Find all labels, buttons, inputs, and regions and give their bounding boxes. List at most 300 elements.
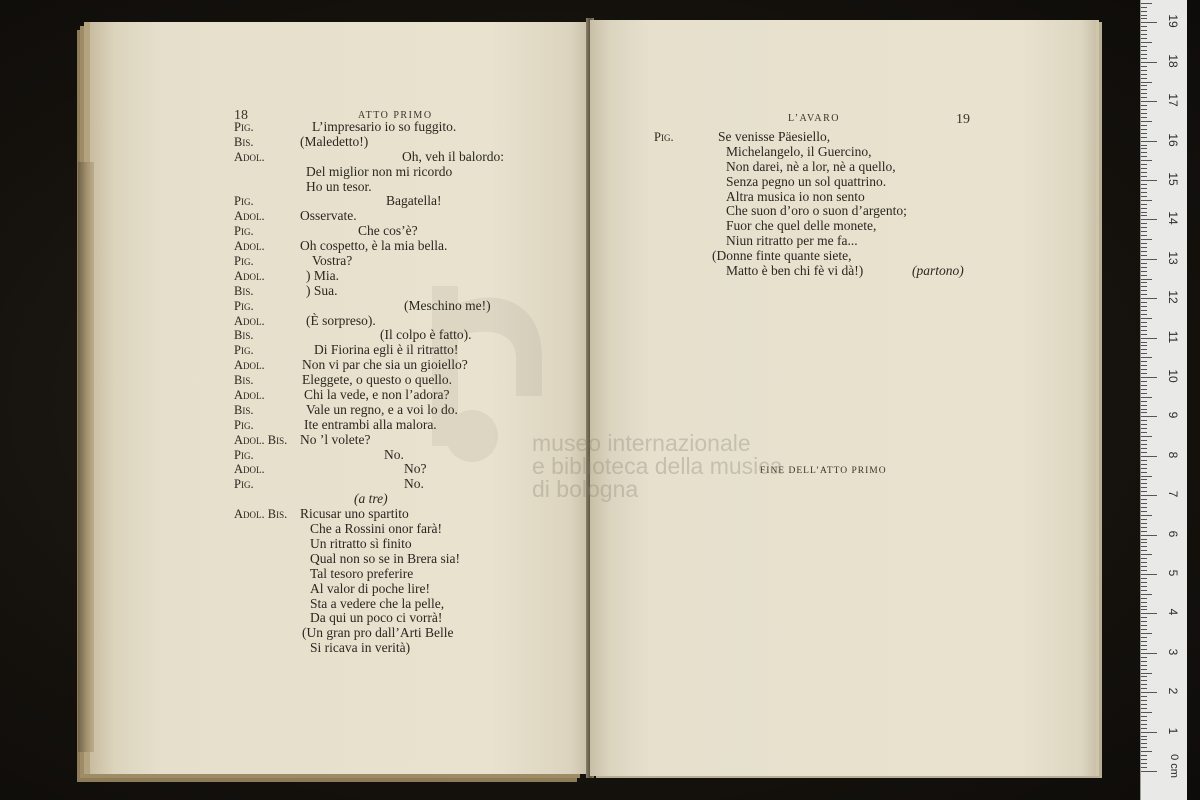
ruler-tick xyxy=(1141,223,1147,224)
ruler-tick xyxy=(1141,227,1147,228)
ruler-tick xyxy=(1141,479,1147,480)
ruler-tick xyxy=(1141,263,1147,264)
ruler-tick xyxy=(1141,491,1147,492)
ruler-tick xyxy=(1141,523,1147,524)
ruler-tick xyxy=(1141,7,1147,8)
speaker-label: Bis. xyxy=(234,328,254,343)
ruler-tick xyxy=(1141,255,1147,256)
ruler-number: 17 xyxy=(1166,93,1180,107)
ruler-tick xyxy=(1141,401,1147,402)
ruler-tick xyxy=(1141,594,1152,595)
line-text: ) Sua. xyxy=(306,282,338,298)
ruler-number: 3 xyxy=(1166,648,1180,656)
line-text: (Donne finte quante siete, xyxy=(712,248,852,264)
line-text: No? xyxy=(404,461,427,477)
ruler-number: 19 xyxy=(1166,14,1180,29)
ruler-tick xyxy=(1141,661,1147,662)
speaker-label: Pig. xyxy=(234,447,254,462)
ruler-tick xyxy=(1141,54,1147,55)
ruler-number: 16 xyxy=(1166,132,1180,147)
speaker-label: Bis. xyxy=(234,283,254,298)
speaker-label: Bis. xyxy=(234,402,254,417)
ruler-tick xyxy=(1141,602,1147,603)
line-text: Chi la vede, e non l’adora? xyxy=(304,387,450,403)
watermark-line-1: museo internazionale xyxy=(532,430,751,456)
ruler-tick xyxy=(1141,361,1147,362)
ruler-tick xyxy=(1141,334,1147,335)
line-text: Sta a vedere che la pelle, xyxy=(310,595,445,611)
ruler-tick xyxy=(1141,62,1157,63)
speaker-label: Adol. Bis. xyxy=(234,507,288,522)
line-text: Ite entrambi alla malora. xyxy=(304,416,437,432)
ruler-tick xyxy=(1141,771,1157,772)
ruler-tick xyxy=(1141,420,1147,421)
stage-direction: (partono) xyxy=(912,263,964,279)
ruler-tick xyxy=(1141,66,1147,67)
ruler-tick xyxy=(1141,208,1147,209)
ruler-tick xyxy=(1141,405,1147,406)
line-text: Senza pegno un sol quattrino. xyxy=(726,173,887,189)
line-text: (È sorpreso). xyxy=(306,312,376,328)
ruler-tick xyxy=(1141,653,1157,654)
ruler-tick xyxy=(1141,657,1147,658)
ruler-tick xyxy=(1141,680,1147,681)
ruler-tick xyxy=(1141,736,1147,737)
ruler-tick xyxy=(1141,613,1157,614)
ruler-tick xyxy=(1141,212,1147,213)
ruler-tick xyxy=(1141,349,1147,350)
ruler-tick xyxy=(1141,476,1152,477)
line-text: Michelangelo, il Guercino, xyxy=(726,143,872,159)
ruler-tick xyxy=(1141,755,1147,756)
speaker-label: Bis. xyxy=(234,373,254,388)
left-running-head: ATTO PRIMO xyxy=(358,110,433,121)
ruler-tick xyxy=(1141,676,1147,677)
ruler-tick xyxy=(1141,704,1147,705)
ruler-tick xyxy=(1141,665,1147,666)
ruler-tick xyxy=(1141,759,1147,760)
line-text: Qual non so se in Brera sia! xyxy=(310,550,460,566)
right-running-head: L’AVARO xyxy=(788,113,840,124)
ruler-tick xyxy=(1141,468,1147,469)
ruler-tick xyxy=(1141,684,1147,685)
ruler-tick xyxy=(1141,342,1147,343)
ruler-tick xyxy=(1141,196,1147,197)
ruler-tick xyxy=(1141,26,1147,27)
speaker-label: Adol. xyxy=(234,209,265,224)
ruler-tick xyxy=(1141,18,1147,19)
ruler-tick xyxy=(1141,200,1152,201)
ruler-tick xyxy=(1141,133,1147,134)
watermark-line-2: e biblioteca della musica xyxy=(532,453,783,479)
ruler-tick xyxy=(1141,440,1147,441)
ruler-number: 2 xyxy=(1166,687,1180,695)
ruler-tick xyxy=(1141,700,1147,701)
line-text: Osservate. xyxy=(300,208,357,224)
ruler-tick xyxy=(1141,456,1157,457)
ruler-tick xyxy=(1141,298,1157,299)
ruler-tick xyxy=(1141,688,1147,689)
line-text: Niun ritratto per me fa... xyxy=(726,233,858,249)
ruler-tick xyxy=(1141,3,1152,4)
line-text: Che suon d’oro o suon d’argento; xyxy=(726,203,907,219)
ruler-tick xyxy=(1141,322,1147,323)
ruler-tick xyxy=(1141,121,1152,122)
ruler-tick xyxy=(1141,416,1157,417)
ruler-tick xyxy=(1141,554,1152,555)
ruler-tick xyxy=(1141,326,1147,327)
ruler-tick xyxy=(1141,578,1147,579)
ruler-tick xyxy=(1141,369,1147,370)
speaker-label: Adol. xyxy=(234,268,265,283)
ruler-tick xyxy=(1141,412,1147,413)
ruler-tick xyxy=(1141,286,1147,287)
ruler-tick xyxy=(1141,724,1147,725)
ruler-tick xyxy=(1141,373,1147,374)
ruler-tick xyxy=(1141,251,1147,252)
ruler-tick xyxy=(1141,271,1147,272)
ruler-tick xyxy=(1141,180,1157,181)
ruler-tick xyxy=(1141,385,1147,386)
ruler-tick xyxy=(1141,89,1147,90)
line-text: Un ritratto sì finito xyxy=(310,535,412,551)
ruler-tick xyxy=(1141,184,1147,185)
ruler-tick xyxy=(1141,30,1147,31)
ruler-tick xyxy=(1141,637,1147,638)
ruler-tick xyxy=(1141,302,1147,303)
ruler-tick xyxy=(1141,460,1147,461)
ruler-tick xyxy=(1141,732,1157,733)
line-text: (Il colpo è fatto). xyxy=(380,327,472,343)
line-text: Di Fiorina egli è il ritratto! xyxy=(314,342,459,358)
ruler-tick xyxy=(1141,550,1147,551)
measuring-ruler xyxy=(1140,0,1187,800)
ruler-tick xyxy=(1141,606,1147,607)
line-text: (Maledetto!) xyxy=(300,133,369,149)
ruler-tick xyxy=(1141,515,1152,516)
ruler-tick xyxy=(1141,590,1147,591)
line-text: Eleggete, o questo o quello. xyxy=(302,372,452,388)
speaker-label: Pig. xyxy=(234,298,254,313)
speaker-label: Adol. xyxy=(234,358,265,373)
speaker-label: Pig. xyxy=(234,417,254,432)
ruler-tick xyxy=(1141,649,1147,650)
ruler-number: 18 xyxy=(1166,54,1180,68)
line-text: Del miglior non mi ricordo xyxy=(306,163,453,179)
ruler-tick xyxy=(1141,239,1152,240)
ruler-tick xyxy=(1141,495,1157,496)
line-text: Oh cospetto, è la mia bella. xyxy=(300,238,448,254)
ruler-tick xyxy=(1141,294,1147,295)
ruler-tick xyxy=(1141,168,1147,169)
ruler-number: 13 xyxy=(1166,251,1180,265)
line-text: Altra musica io non sento xyxy=(726,188,865,204)
ruler-tick xyxy=(1141,259,1157,260)
speaker-label: Adol. xyxy=(234,149,265,164)
line-text: (a tre) xyxy=(354,491,388,507)
ruler-tick xyxy=(1141,215,1147,216)
speaker-label: Adol. xyxy=(234,239,265,254)
ruler-tick xyxy=(1141,472,1147,473)
speaker-label: Pig. xyxy=(654,130,674,144)
ruler-tick xyxy=(1141,235,1147,236)
ruler-tick xyxy=(1141,464,1147,465)
ruler-tick xyxy=(1141,728,1147,729)
ruler-tick xyxy=(1141,282,1147,283)
ruler-tick xyxy=(1141,531,1147,532)
ruler-tick xyxy=(1141,586,1147,587)
line-text: No. xyxy=(404,476,424,492)
ruler-tick xyxy=(1141,452,1147,453)
line-text: ) Mia. xyxy=(306,267,339,283)
line-text: Al valor di poche lire! xyxy=(310,580,430,596)
ruler-tick xyxy=(1141,743,1147,744)
ruler-tick xyxy=(1141,117,1147,118)
ruler-tick xyxy=(1141,483,1147,484)
ruler-tick xyxy=(1141,318,1152,319)
line-text: Ho un tesor. xyxy=(306,178,372,194)
ruler-tick xyxy=(1141,338,1157,339)
ruler-tick xyxy=(1141,692,1157,693)
line-text: Oh, veh il balordo: xyxy=(402,148,504,164)
ruler-tick xyxy=(1141,424,1147,425)
ruler-tick xyxy=(1141,393,1147,394)
speaker-label: Adol. xyxy=(234,388,265,403)
ruler-tick xyxy=(1141,156,1147,157)
right-page xyxy=(590,20,1096,776)
ruler-tick xyxy=(1141,535,1157,536)
ruler-tick xyxy=(1141,70,1147,71)
line-text: Matto è ben chi fè vi dà!) xyxy=(726,263,864,279)
ruler-tick xyxy=(1141,763,1147,764)
line-text: (Un gran pro dall’Arti Belle xyxy=(302,625,454,641)
ruler-tick xyxy=(1141,188,1147,189)
ruler-tick xyxy=(1141,353,1147,354)
ruler-tick xyxy=(1141,97,1147,98)
ruler-tick xyxy=(1141,377,1157,378)
ruler-tick xyxy=(1141,621,1147,622)
ruler-tick xyxy=(1141,11,1147,12)
ruler-tick xyxy=(1141,673,1152,674)
ruler-tick xyxy=(1141,290,1147,291)
ruler-tick xyxy=(1141,243,1147,244)
ruler-tick xyxy=(1141,558,1147,559)
ruler-tick xyxy=(1141,669,1147,670)
ruler-tick xyxy=(1141,365,1147,366)
ruler-tick xyxy=(1141,598,1147,599)
ruler-tick xyxy=(1141,129,1147,130)
line-text: Ricusar uno spartito xyxy=(300,506,409,522)
ruler-tick xyxy=(1141,145,1147,146)
ruler-tick xyxy=(1141,542,1147,543)
ruler-tick xyxy=(1141,310,1147,311)
speaker-label: Bis. xyxy=(234,134,254,149)
line-text: Non darei, nè a lor, nè a quello, xyxy=(726,158,896,174)
ruler-tick xyxy=(1141,436,1152,437)
ruler-tick xyxy=(1141,58,1147,59)
ruler-tick xyxy=(1141,574,1157,575)
ruler-tick xyxy=(1141,231,1147,232)
ruler-tick xyxy=(1141,487,1147,488)
ruler-tick xyxy=(1141,645,1147,646)
ruler-tick xyxy=(1141,148,1147,149)
ruler-tick xyxy=(1141,192,1147,193)
ruler-tick xyxy=(1141,499,1147,500)
line-text: Vale un regno, e a voi lo do. xyxy=(306,401,458,417)
ruler-tick xyxy=(1141,720,1147,721)
ruler-tick xyxy=(1141,306,1147,307)
ruler-tick xyxy=(1141,125,1147,126)
speaker-label: Adol. xyxy=(234,462,265,477)
ruler-tick xyxy=(1141,582,1147,583)
ruler-tick xyxy=(1141,172,1147,173)
ruler-tick xyxy=(1141,46,1147,47)
line-text: (Meschino me!) xyxy=(404,297,491,313)
line-text: No. xyxy=(384,446,404,462)
ruler-tick xyxy=(1141,93,1147,94)
ruler-tick xyxy=(1141,267,1147,268)
end-of-act-note: FINE DELL’ATTO PRIMO xyxy=(760,466,887,476)
ruler-tick xyxy=(1141,85,1147,86)
ruler-tick xyxy=(1141,546,1147,547)
ruler-tick xyxy=(1141,448,1147,449)
ruler-tick xyxy=(1141,42,1152,43)
ruler-tick xyxy=(1141,247,1147,248)
line-text: Fuor che quel delle monete, xyxy=(726,218,877,234)
speaker-label: Pig. xyxy=(234,477,254,492)
line-text: Si ricava in verità) xyxy=(310,640,411,656)
ruler-tick xyxy=(1141,739,1147,740)
speaker-label: Pig. xyxy=(234,194,254,209)
ruler-tick xyxy=(1141,708,1147,709)
ruler-tick xyxy=(1141,625,1147,626)
ruler-tick xyxy=(1141,716,1147,717)
ruler-tick xyxy=(1141,279,1152,280)
ruler-tick xyxy=(1141,15,1147,16)
open-book xyxy=(78,12,1098,772)
ruler-tick xyxy=(1141,50,1147,51)
ruler-tick xyxy=(1141,22,1157,23)
ruler-tick xyxy=(1141,503,1147,504)
line-text: Se venisse Päesiello, xyxy=(718,129,831,144)
ruler-tick xyxy=(1141,38,1147,39)
line-text: Che a Rossini onor farà! xyxy=(310,521,442,537)
ruler-tick xyxy=(1141,641,1147,642)
worn-page-edges xyxy=(78,162,94,752)
ruler-number: 4 xyxy=(1166,609,1180,616)
ruler-tick xyxy=(1141,767,1147,768)
ruler-tick xyxy=(1141,78,1147,79)
ruler-number: 8 xyxy=(1166,451,1180,459)
ruler-tick xyxy=(1141,381,1147,382)
speaker-label: Adol. xyxy=(234,313,265,328)
ruler-tick xyxy=(1141,330,1147,331)
ruler-tick xyxy=(1141,275,1147,276)
ruler-tick xyxy=(1141,409,1147,410)
ruler-tick xyxy=(1141,511,1147,512)
ruler-tick xyxy=(1141,82,1152,83)
ruler-tick xyxy=(1141,539,1147,540)
ruler-tick xyxy=(1141,204,1147,205)
line-text: Vostra? xyxy=(312,253,353,269)
ruler-tick xyxy=(1141,74,1147,75)
ruler-tick xyxy=(1141,696,1147,697)
ruler-tick xyxy=(1141,428,1147,429)
ruler-tick xyxy=(1141,34,1147,35)
ruler-tick xyxy=(1141,562,1147,563)
line-text: L’impresario io so fuggito. xyxy=(312,119,457,134)
line-text: Tal tesoro preferire xyxy=(310,565,414,581)
line-text: Bagatella! xyxy=(386,193,442,209)
ruler-tick xyxy=(1141,105,1147,106)
ruler-tick xyxy=(1141,432,1147,433)
ruler-number: 5 xyxy=(1166,569,1180,577)
ruler-tick xyxy=(1141,444,1147,445)
ruler-tick xyxy=(1141,609,1147,610)
ruler-tick xyxy=(1141,507,1147,508)
ruler-tick xyxy=(1141,101,1157,102)
ruler-tick xyxy=(1141,747,1147,748)
left-page-number: 18 xyxy=(234,108,248,123)
ruler-tick xyxy=(1141,389,1147,390)
ruler-tick xyxy=(1141,397,1152,398)
ruler-unit-label: 0 cm xyxy=(1167,754,1180,778)
ruler-tick xyxy=(1141,633,1152,634)
ruler-tick xyxy=(1141,566,1147,567)
ruler-tick xyxy=(1141,629,1147,630)
ruler-tick xyxy=(1141,519,1147,520)
line-text: Da qui un poco ci vorrà! xyxy=(310,610,443,626)
ruler-number: 1 xyxy=(1166,727,1180,734)
ruler-tick xyxy=(1141,570,1147,571)
speaker-label: Adol. Bis. xyxy=(234,432,288,447)
ruler-number: 14 xyxy=(1166,211,1180,226)
ruler-tick xyxy=(1141,219,1157,220)
ruler-number: 15 xyxy=(1166,172,1180,186)
ruler-tick xyxy=(1141,527,1147,528)
line-text: Che cos’è? xyxy=(358,223,418,239)
line-text: No ’l volete? xyxy=(300,431,371,447)
ruler-tick xyxy=(1141,357,1152,358)
ruler-tick xyxy=(1141,345,1147,346)
watermark-line-3: di bologna xyxy=(532,476,639,502)
speaker-label: Pig. xyxy=(234,120,254,134)
ruler-tick xyxy=(1141,176,1147,177)
left-page xyxy=(90,22,590,774)
ruler-tick xyxy=(1141,113,1147,114)
ruler-number: 7 xyxy=(1166,490,1180,498)
ruler-tick xyxy=(1141,160,1152,161)
speaker-label: Pig. xyxy=(234,343,254,358)
line-text: Non vi par che sia un gioiello? xyxy=(302,357,468,373)
ruler-tick xyxy=(1141,152,1147,153)
ruler-tick xyxy=(1141,617,1147,618)
ruler-tick xyxy=(1141,141,1157,142)
ruler-number: 10 xyxy=(1166,369,1180,383)
speaker-label: Pig. xyxy=(234,254,254,269)
ruler-tick xyxy=(1141,137,1147,138)
ruler-tick xyxy=(1141,109,1147,110)
ruler-number: 11 xyxy=(1166,330,1180,343)
right-page-number: 19 xyxy=(956,112,970,127)
ruler-tick xyxy=(1141,712,1152,713)
speaker-label: Pig. xyxy=(234,224,254,239)
ruler-number: 6 xyxy=(1166,530,1180,537)
ruler-tick xyxy=(1141,164,1147,165)
ruler-number: 12 xyxy=(1166,290,1180,304)
ruler-number: 9 xyxy=(1166,412,1180,419)
ruler-tick xyxy=(1141,314,1147,315)
